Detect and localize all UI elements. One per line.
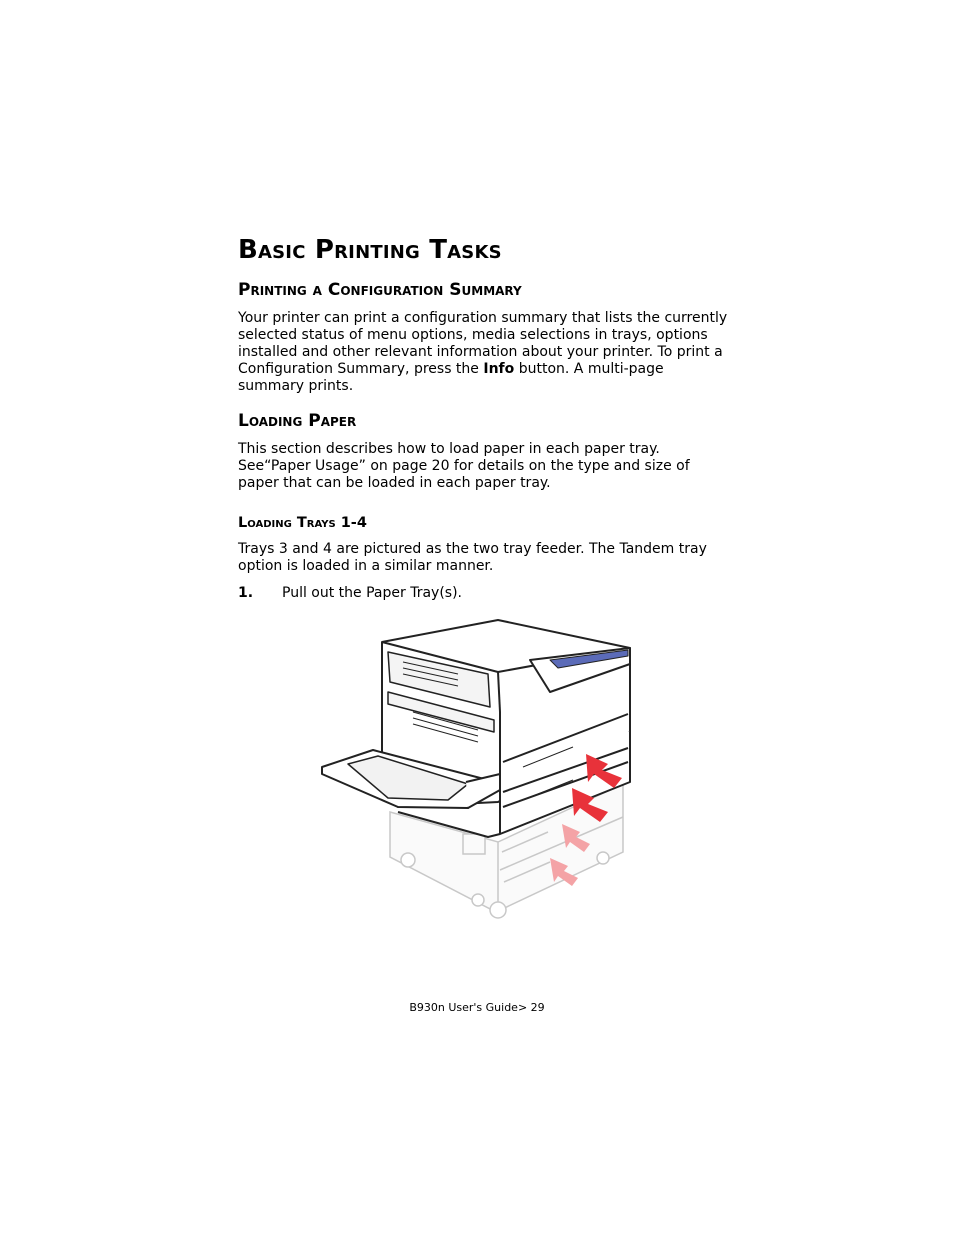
printer-illustration — [318, 612, 638, 924]
configuration-summary-paragraph — [238, 310, 728, 395]
section-heading-loading-paper: Loading Paper — [238, 411, 357, 431]
page-footer: B930n User's Guide> 29 — [409, 1001, 545, 1014]
configuration-text-part2: button. A multi-page summary prints. — [238, 361, 664, 394]
section-heading-configuration-summary: Printing a Configuration Summary — [238, 280, 522, 300]
step-text: Pull out the Paper Tray(s). — [282, 585, 462, 601]
configuration-text-part1: Your printer can print a configuration summary that lists the currently selected status of menu options, media selections in trays, options installed and other relevant information about your printer. To print a Configuration Summary, press the — [238, 310, 728, 377]
page-title: Basic Printing Tasks — [238, 235, 502, 265]
info-button-name: Info — [483, 361, 515, 377]
step-number: 1. — [238, 585, 254, 601]
page-content — [238, 232, 728, 602]
step-1 — [238, 585, 728, 602]
loading-trays-paragraph: Trays 3 and 4 are pictured as the two tray feeder. The Tandem tray option is loaded in a similar manner. — [238, 541, 707, 574]
loading-paper-paragraph: This section describes how to load paper in each paper tray. See“Paper Usage” on page 20 for details on the type and size of paper that can be loaded in each paper tray. — [238, 441, 690, 491]
section-heading-loading-trays: Loading Trays 1-4 — [238, 515, 367, 531]
